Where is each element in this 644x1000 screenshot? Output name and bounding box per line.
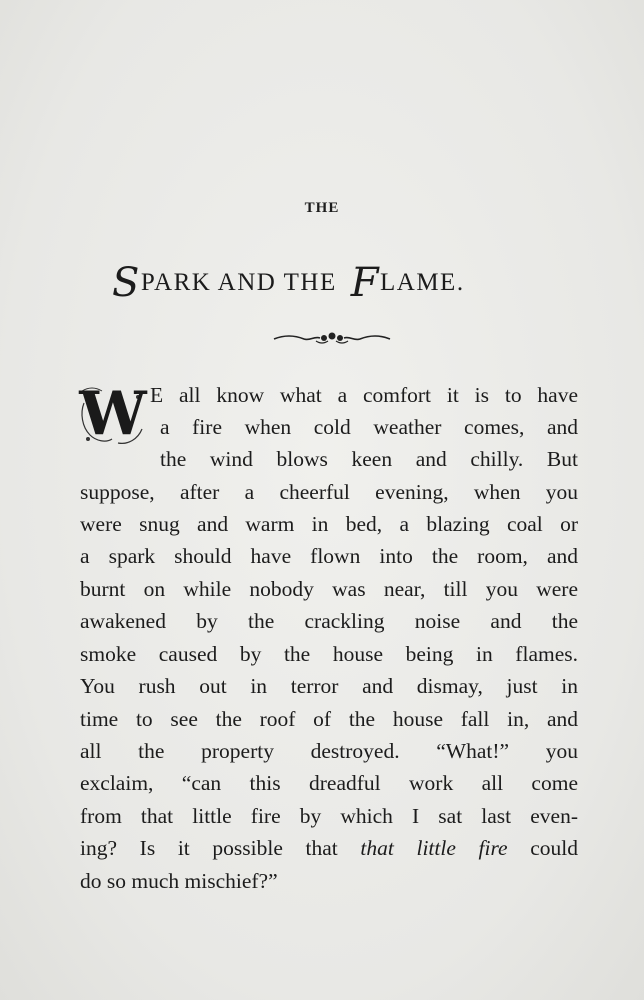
decorative-drop-cap <box>78 379 148 449</box>
ornament-divider-icon <box>272 330 392 346</box>
text-line-11: time to see the roof of the house fall in, and <box>80 707 578 731</box>
title-part-1: PARK AND THE <box>140 269 337 296</box>
text-line-15-start: ing? Is it possible that <box>80 836 361 860</box>
title-initial-f: F <box>350 260 380 306</box>
chapter-title <box>112 254 572 306</box>
text-line-4: suppose, after a cheerful evening, when you <box>80 480 578 504</box>
text-line-8: awakened by the crackling noise and the <box>80 609 578 633</box>
text-line-15-end: could <box>507 836 578 860</box>
title-initial-s: S <box>112 260 141 306</box>
text-line-3: the wind blows keen and chilly. But <box>160 447 578 471</box>
drop-cap-letter: W <box>79 379 147 449</box>
text-line-16: do so much mischief?” <box>80 869 278 893</box>
text-line-15-italic: that little fire <box>360 836 508 860</box>
text-line-7: burnt on while nobody was near, till you were <box>80 577 578 601</box>
text-line-6: a spark should have flown into the room, and <box>80 544 578 568</box>
text-line-10: You rush out in terror and dismay, just in <box>80 674 578 698</box>
title-part-2: LAME. <box>380 269 465 296</box>
heading-the: THE <box>304 200 340 216</box>
text-line-14: from that little fire by which I sat last even- <box>80 804 578 828</box>
text-line-1: E all know what a comfort it is to have <box>150 383 578 407</box>
text-line-9: smoke caused by the house being in flames. <box>80 642 578 666</box>
text-line-13: exclaim, “can this dreadful work all come <box>80 771 578 795</box>
text-line-5: were snug and warm in bed, a blazing coal or <box>80 512 578 536</box>
text-line-12: all the property destroyed. “What!” you <box>80 739 578 763</box>
text-line-15 <box>80 832 578 864</box>
text-line-2: a fire when cold weather comes, and <box>160 415 578 439</box>
